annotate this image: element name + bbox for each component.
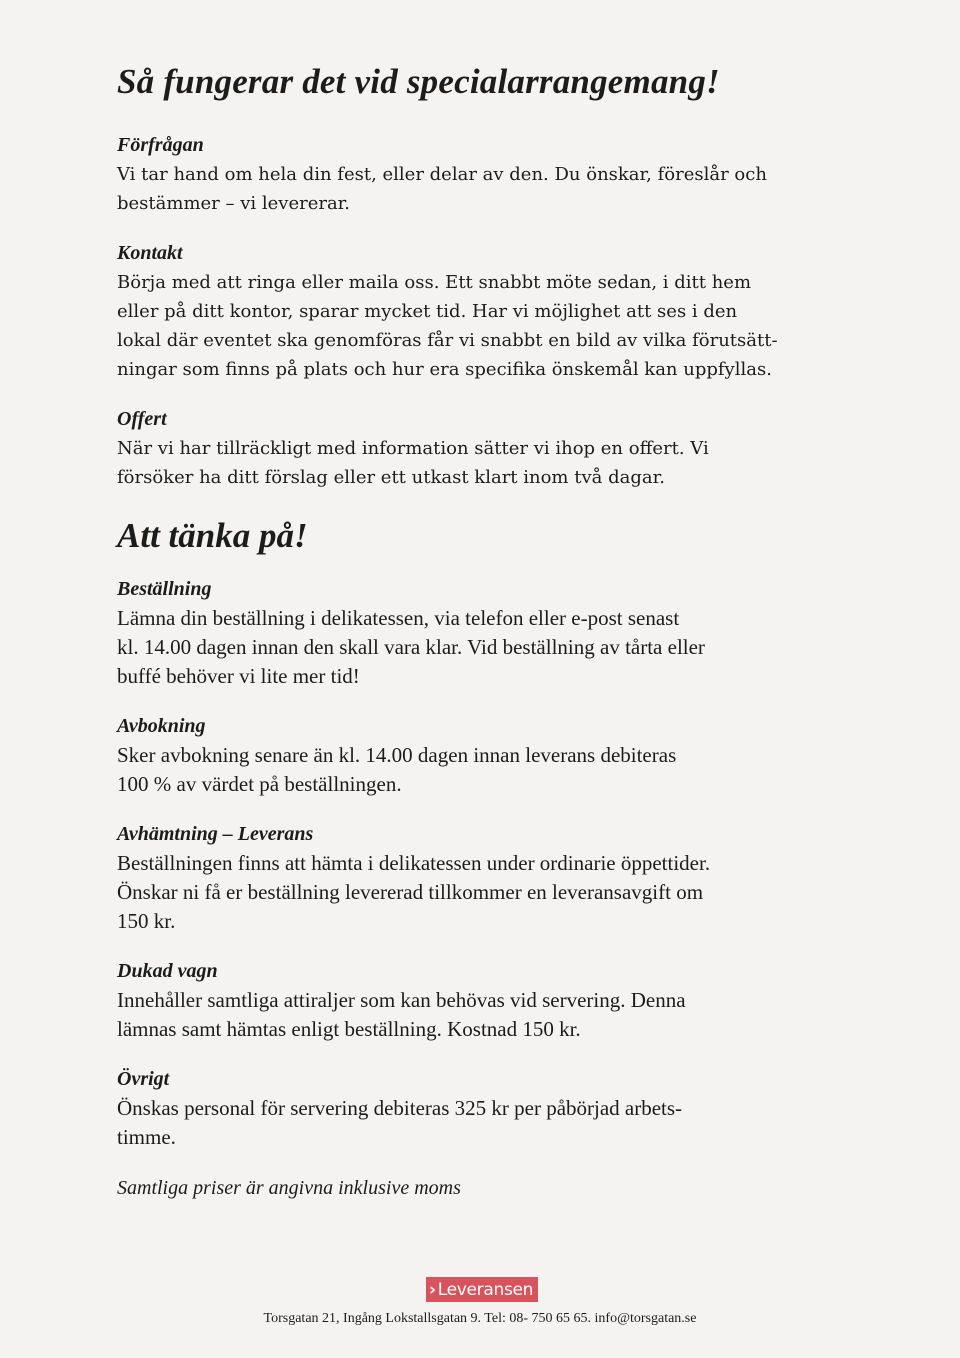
page-title: Så fungerar det vid specialarrangemang!: [117, 62, 720, 101]
body-line: Önskas personal för servering debiteras 325 kr per påbörjad arbets-: [117, 1096, 683, 1120]
body-line: Sker avbokning senare än kl. 14.00 dagen innan leverans debiteras: [117, 743, 677, 767]
process-sections: [117, 132, 847, 492]
section: [117, 713, 847, 799]
section-body: [117, 268, 847, 384]
body-line: Beställningen finns att hämta i delikatessen under ordinarie öppettider.: [117, 851, 711, 875]
terms-sections: [117, 576, 847, 1152]
section-body: [117, 604, 847, 691]
body-line: Önskar ni få er beställning levererad tillkommer en leveransavgift om: [117, 880, 704, 904]
section-heading: Förfrågan: [117, 134, 204, 156]
body-line: Lämna din beställning i delikatessen, via telefon eller e-post senast: [117, 606, 680, 630]
body-line: 150 kr.: [117, 909, 176, 933]
section-body: [117, 160, 847, 218]
price-note: Samtliga priser är angivna inklusive moms: [117, 1177, 461, 1199]
section-heading: Avbokning: [117, 715, 206, 737]
section-heading: Dukad vagn: [117, 960, 218, 982]
section-heading: Beställning: [117, 578, 212, 600]
section-body: [117, 741, 847, 799]
section-body: [117, 986, 847, 1044]
chevron-right-icon: ›: [429, 1279, 436, 1300]
section-body: [117, 434, 847, 492]
body-line: försöker ha ditt förslag eller ett utkast klart inom två dagar.: [117, 467, 665, 488]
body-line: kl. 14.00 dagen innan den skall vara klar. Vid beställning av tårta eller: [117, 635, 705, 659]
body-line: Börja med att ringa eller maila oss. Ett snabbt möte sedan, i ditt hem: [117, 272, 752, 293]
section-heading: Kontakt: [117, 242, 183, 264]
body-line: Innehåller samtliga attiraljer som kan behövas vid servering. Denna: [117, 988, 686, 1012]
section: [117, 576, 847, 691]
section: [117, 1066, 847, 1152]
body-line: buffé behöver vi lite mer tid!: [117, 664, 360, 688]
body-line: lokal där eventet ska genomföras får vi snabbt en bild av vilka förutsätt-: [117, 330, 778, 351]
section-heading: Offert: [117, 408, 167, 430]
section-heading: Övrigt: [117, 1068, 170, 1090]
section-body: [117, 1094, 847, 1152]
body-line: timme.: [117, 1125, 176, 1149]
footer-address: Torsgatan 21, Ingång Lokstallsgatan 9. Tel: 08- 750 65 65. info@torsgatan.se: [263, 1311, 697, 1326]
section: [117, 821, 847, 936]
leveransen-logo: [426, 1277, 538, 1302]
body-line: lämnas samt hämtas enligt beställning. Kostnad 150 kr.: [117, 1017, 581, 1041]
subtitle: Att tänka på!: [117, 516, 308, 555]
content-column: [117, 58, 847, 1202]
section: [117, 240, 847, 384]
body-line: bestämmer – vi levererar.: [117, 193, 351, 214]
section-heading: Avhämtning – Leverans: [117, 823, 314, 845]
body-line: Vi tar hand om hela din fest, eller delar av den. Du önskar, föreslår och: [117, 164, 767, 185]
body-line: När vi har tillräckligt med information sätter vi ihop en offert. Vi: [117, 438, 709, 459]
logo-text: Leveransen: [437, 1279, 534, 1300]
section: [117, 958, 847, 1044]
body-line: 100 % av värdet på beställningen.: [117, 772, 402, 796]
body-line: eller på ditt kontor, sparar mycket tid. Har vi möjlighet att ses i den: [117, 301, 738, 322]
section: [117, 132, 847, 218]
section: [117, 406, 847, 492]
body-line: ningar som finns på plats och hur era specifika önskemål kan uppfyllas.: [117, 359, 772, 380]
section-body: [117, 849, 847, 936]
